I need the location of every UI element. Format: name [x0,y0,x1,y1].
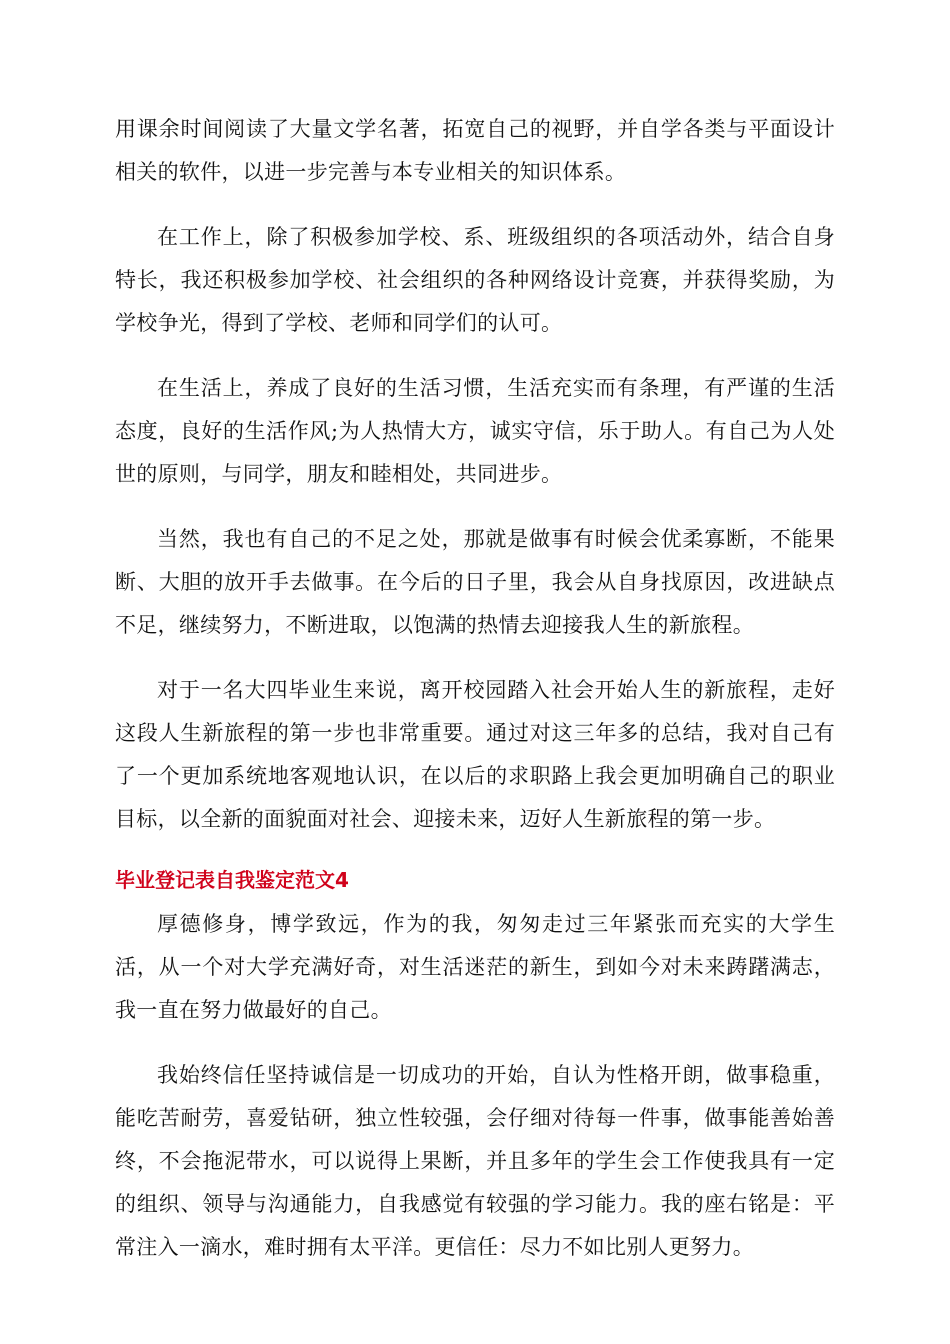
document-page [115,108,835,1291]
body-paragraph-work: 在工作上，除了积极参加学校、系、班级组织的各项活动外，结合自身特长，我还积极参加学校、社会组织的各种网络设计竞赛，并获得奖励，为学校争光，得到了学校、老师和同学们的认可。 [115,225,835,335]
body-paragraph-character: 我始终信任坚持诚信是一切成功的开始，自认为性格开朗，做事稳重，能吃苦耐劳，喜爱钻研，独立性较强，会仔细对待每一件事，做事能善始善终，不会拖泥带水，可以说得上果断，并且多年的学生会工作使我具有一定的组织、领导与沟通能力，自我感觉有较强的学习能力。我的座右铭是：平常注入一滴水，难时拥有太平洋。更信任：尽力不如比别人更努力。 [115,1063,835,1259]
body-paragraph-shortcomings: 当然，我也有自己的不足之处，那就是做事有时候会优柔寡断，不能果断、大胆的放开手去做事。在今后的日子里，我会从自身找原因，改进缺点不足，继续努力，不断进取，以饱满的热情去迎接我人生的新旅程。 [115,527,835,637]
body-paragraph-continued: 用课余时间阅读了大量文学名著，拓宽自己的视野，并自学各类与平面设计相关的软件，以进一步完善与本专业相关的知识体系。 [115,117,835,184]
body-paragraph-intro: 厚德修身，博学致远，作为的我，匆匆走过三年紧张而充实的大学生活，从一个对大学充满好奇，对生活迷茫的新生，到如今对未来踌躇满志，我一直在努力做最好的自己。 [115,912,835,1022]
body-paragraph-life: 在生活上，养成了良好的生活习惯，生活充实而有条理，有严谨的生活态度，良好的生活作风;为人热情大方，诚实守信，乐于助人。有自己为人处世的原则，与同学，朋友和睦相处，共同进步。 [115,376,835,486]
section-heading: 毕业登记表自我鉴定范文4 [115,868,349,892]
body-paragraph-graduation: 对于一名大四毕业生来说，离开校园踏入社会开始人生的新旅程，走好这段人生新旅程的第一步也非常重要。通过对这三年多的总结，我对自己有了一个更加系统地客观地认识，在以后的求职路上我会更加明确自己的职业目标，以全新的面貌面对社会、迎接未来，迈好人生新旅程的第一步。 [115,678,835,831]
